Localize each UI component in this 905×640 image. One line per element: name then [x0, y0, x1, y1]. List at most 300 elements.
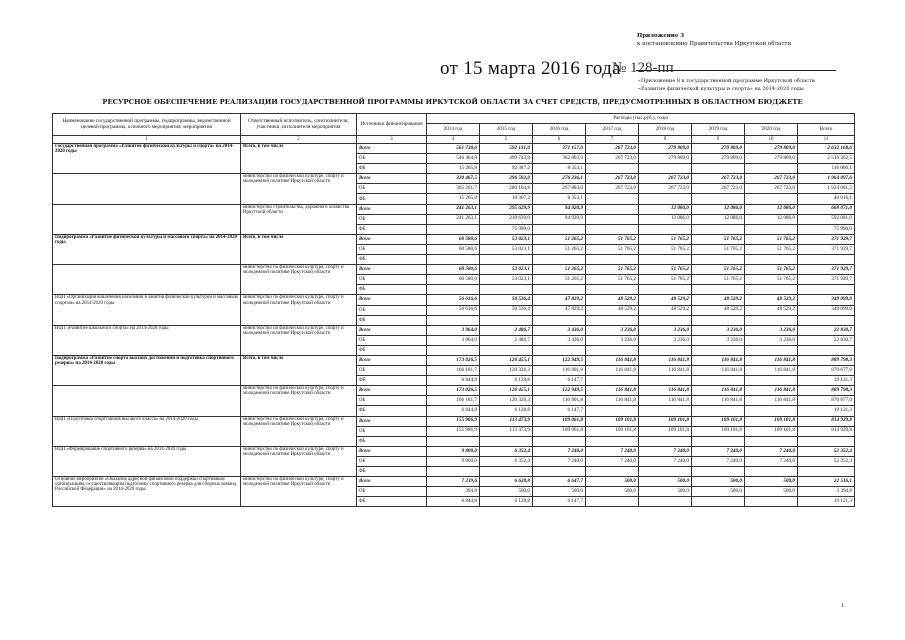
table-row — [53, 386, 855, 396]
year-value-cell: 267 723,0 — [692, 184, 745, 194]
year-value-cell: 51 765,2 — [692, 244, 745, 254]
total-value-cell: 22 830,7 — [798, 325, 855, 335]
year-value-cell: 267 723,0 — [692, 174, 745, 184]
year-value-cell: 116 841,8 — [586, 396, 639, 406]
year-value-cell: 7 240,0 — [639, 446, 692, 456]
year-value-cell: 48 529,2 — [586, 305, 639, 315]
funding-source-cell: ОБ — [357, 275, 427, 285]
year-value-cell: 499 743,8 — [480, 154, 533, 164]
col-header-executor: Ответственный исполнитель, соисполнители, участники, исполнители мероприятия — [241, 114, 357, 136]
year-value-cell: 53 023,1 — [480, 275, 533, 285]
total-value-cell: 814 929,8 — [798, 426, 855, 436]
year-value-cell: 51 765,2 — [745, 275, 798, 285]
funding-source-cell: ОБ — [357, 426, 427, 436]
col-number: 2 — [241, 136, 357, 144]
funding-source-cell: ОБ — [357, 244, 427, 254]
col-header-name: Наименование государственной программы, подпрограммы, ведомственной целевой программы, основного мероприятия, мероприятия — [53, 114, 241, 136]
decree-number: № 128-пп — [612, 60, 674, 76]
year-value-cell: 500,0 — [533, 487, 586, 497]
funding-source-cell: ФБ — [357, 315, 427, 325]
total-value-cell: 592 081,0 — [798, 214, 855, 224]
total-value-cell: 3 394,8 — [798, 487, 855, 497]
year-value-cell: 116 841,8 — [745, 366, 798, 376]
year-value-cell — [639, 376, 692, 386]
funding-source-cell: ОБ — [357, 396, 427, 406]
funding-source-cell: ФБ — [357, 376, 427, 386]
year-value-cell: 60 580,6 — [427, 244, 480, 254]
year-value-cell: 51 265,2 — [533, 244, 586, 254]
year-value-cell: 120 326,3 — [480, 396, 533, 406]
year-value-cell: 48 529,2 — [745, 295, 798, 305]
col-header-year: 2018 год — [639, 124, 692, 136]
year-value-cell: 48 529,2 — [692, 295, 745, 305]
year-value-cell: 109 061,8 — [533, 416, 586, 426]
table-row — [53, 355, 855, 365]
funding-source-cell: ФБ — [357, 406, 427, 416]
year-value-cell: 267 723,0 — [639, 174, 692, 184]
funding-source-cell: ФБ — [357, 436, 427, 446]
year-value-cell: 3 236,0 — [639, 325, 692, 335]
table-row — [53, 234, 855, 244]
funding-source-cell: Всего — [357, 234, 427, 244]
year-value-cell — [427, 467, 480, 477]
year-value-cell: 6 844,8 — [427, 376, 480, 386]
year-value-cell: 116 841,8 — [692, 366, 745, 376]
year-value-cell: 2 486,7 — [480, 335, 533, 345]
executor-cell: министерство по физической культуре, спорту и молодежной политике Иркутской области — [241, 416, 357, 446]
year-value-cell: 7 240,0 — [586, 446, 639, 456]
year-value-cell — [745, 315, 798, 325]
year-value-cell: 500,0 — [586, 477, 639, 487]
year-value-cell: 561 730,6 — [427, 144, 480, 154]
year-value-cell — [586, 214, 639, 224]
year-value-cell: 3 236,0 — [586, 325, 639, 335]
year-value-cell: 8 353,1 — [533, 164, 586, 174]
year-value-cell — [480, 467, 533, 477]
year-value-cell — [533, 315, 586, 325]
year-value-cell: 116 841,8 — [639, 386, 692, 396]
year-value-cell: 109 101,8 — [586, 426, 639, 436]
year-value-cell: 3 436,0 — [533, 325, 586, 335]
year-value-cell — [692, 497, 745, 507]
year-value-cell — [745, 497, 798, 507]
total-value-cell: 2 632 168,6 — [798, 144, 855, 154]
funding-source-cell: ОБ — [357, 366, 427, 376]
year-value-cell — [480, 315, 533, 325]
year-value-cell: 279 809,0 — [639, 154, 692, 164]
year-value-cell: 60 580,6 — [427, 265, 480, 275]
program-name-cell — [53, 265, 241, 295]
year-value-cell — [745, 224, 798, 234]
year-value-cell: 267 723,0 — [586, 184, 639, 194]
year-value-cell — [639, 285, 692, 295]
year-value-cell: 116 841,8 — [586, 355, 639, 365]
year-value-cell — [586, 467, 639, 477]
program-name-cell: Подпрограмма «Развитие физической культуры и массового спорта» на 2014-2020 годы — [53, 234, 241, 264]
year-value-cell: 53 023,1 — [480, 244, 533, 254]
col-header-year: 2017 год — [586, 124, 639, 136]
executor-cell: министерство по физической культуре, спорту и молодежной политике Иркутской области — [241, 295, 357, 325]
year-value-cell — [745, 376, 798, 386]
page-mark: 1 — [841, 603, 845, 609]
year-value-cell: 48 529,2 — [692, 305, 745, 315]
total-value-cell: 22 516,1 — [798, 477, 855, 487]
year-value-cell: 6 128,8 — [480, 376, 533, 386]
funding-source-cell: Всего — [357, 265, 427, 275]
year-value-cell: 3 236,0 — [639, 335, 692, 345]
year-value-cell: 2 486,7 — [480, 325, 533, 335]
year-value-cell: 12 086,0 — [745, 214, 798, 224]
year-value-cell — [745, 467, 798, 477]
year-value-cell: 7 240,0 — [745, 456, 798, 466]
year-value-cell: 3 236,0 — [692, 335, 745, 345]
year-value-cell — [745, 164, 798, 174]
funding-source-cell: ФБ — [357, 164, 427, 174]
executor-cell: министерство по физической культуре, спорту и молодежной политике Иркутской области — [241, 174, 357, 204]
year-value-cell — [533, 255, 586, 265]
year-value-cell: 48 529,2 — [745, 305, 798, 315]
year-value-cell: 241 263,1 — [427, 204, 480, 214]
year-value-cell — [639, 467, 692, 477]
year-value-cell — [692, 194, 745, 204]
total-value-cell — [798, 345, 855, 355]
year-value-cell: 12 086,0 — [639, 214, 692, 224]
year-value-cell: 51 765,2 — [745, 234, 798, 244]
total-value-cell: 371 929,7 — [798, 275, 855, 285]
year-value-cell — [639, 315, 692, 325]
total-value-cell: 19 121,3 — [798, 376, 855, 386]
executor-cell: министерство по физической культуре, спорту и молодежной политике Иркутской области — [241, 325, 357, 355]
year-value-cell: 116 841,8 — [586, 386, 639, 396]
col-number: 9 — [692, 136, 745, 144]
year-value-cell — [427, 224, 480, 234]
funding-source-cell: Всего — [357, 204, 427, 214]
year-value-cell: 155 986,9 — [427, 416, 480, 426]
year-value-cell: 3 964,0 — [427, 325, 480, 335]
col-number: 8 — [639, 136, 692, 144]
year-value-cell: 500,0 — [692, 477, 745, 487]
executor-cell: министерство по физической культуре, спорту и молодежной политике Иркутской области — [241, 265, 357, 295]
col-header-year: 2014 год — [427, 124, 480, 136]
year-value-cell: 12 086,0 — [692, 204, 745, 214]
year-value-cell: 116 801,8 — [533, 366, 586, 376]
year-value-cell: 3 236,0 — [745, 335, 798, 345]
year-value-cell: 500,0 — [586, 487, 639, 497]
year-value-cell — [745, 436, 798, 446]
total-value-cell: 1 924 081,5 — [798, 184, 855, 194]
total-value-cell: 19 121,3 — [798, 406, 855, 416]
year-value-cell: 6 844,8 — [427, 497, 480, 507]
year-value-cell: 6 128,8 — [480, 406, 533, 416]
year-value-cell: 51 765,2 — [692, 265, 745, 275]
year-value-cell — [745, 285, 798, 295]
total-value-cell: 870 677,0 — [798, 396, 855, 406]
year-value-cell: 109 101,8 — [745, 416, 798, 426]
col-number: 1 — [53, 136, 241, 144]
program-name-cell: ВЦП «Формирование спортивного резерва» на 2014-2020 годы — [53, 446, 241, 476]
funding-source-cell: Всего — [357, 416, 427, 426]
year-value-cell: 173 026,5 — [427, 355, 480, 365]
year-value-cell: 3 236,0 — [745, 325, 798, 335]
executor-cell: министерство по физической культуре, спорту и молодежной политике Иркутской области — [241, 446, 357, 476]
total-value-cell: 116 006,1 — [798, 164, 855, 174]
year-value-cell: 267 723,0 — [639, 184, 692, 194]
funding-source-cell: Всего — [357, 174, 427, 184]
program-name-cell — [53, 204, 241, 234]
year-value-cell — [745, 345, 798, 355]
total-value-cell: 889 798,3 — [798, 386, 855, 396]
year-value-cell: 92 387,2 — [480, 164, 533, 174]
year-value-cell: 3 436,0 — [533, 335, 586, 345]
year-value-cell: 500,0 — [692, 487, 745, 497]
funding-source-cell: ОБ — [357, 154, 427, 164]
col-header-year: Всего — [798, 124, 855, 136]
year-value-cell: 116 841,8 — [692, 386, 745, 396]
year-value-cell: 280 104,8 — [480, 184, 533, 194]
resource-table — [52, 113, 855, 507]
total-value-cell: 2 516 362,5 — [798, 154, 855, 164]
year-value-cell: 48 529,2 — [586, 295, 639, 305]
year-value-cell: 116 841,8 — [586, 366, 639, 376]
year-value-cell — [639, 497, 692, 507]
funding-source-cell: ФБ — [357, 285, 427, 295]
total-value-cell — [798, 436, 855, 446]
table-row — [53, 174, 855, 184]
year-value-cell: 51 265,2 — [533, 265, 586, 275]
year-value-cell: 109 101,8 — [586, 416, 639, 426]
year-value-cell — [692, 164, 745, 174]
funding-source-cell: ОБ — [357, 456, 427, 466]
year-value-cell: 6 352,4 — [480, 446, 533, 456]
col-header-year: 2016 год — [533, 124, 586, 136]
year-value-cell: 51 765,2 — [639, 275, 692, 285]
year-value-cell — [692, 255, 745, 265]
year-value-cell: 51 765,2 — [639, 244, 692, 254]
program-name-cell: ВЦП «Подготовка спортсменов высокого класса» на 2014-2020 годы — [53, 416, 241, 446]
year-value-cell: 279 809,0 — [692, 144, 745, 154]
year-value-cell: 546 464,8 — [427, 154, 480, 164]
year-value-cell: 16 307,2 — [480, 194, 533, 204]
year-value-cell — [427, 285, 480, 295]
year-value-cell — [692, 436, 745, 446]
year-value-cell: 15 265,8 — [427, 194, 480, 204]
funding-source-cell: ФБ — [357, 497, 427, 507]
year-value-cell: 6 628,8 — [480, 477, 533, 487]
total-value-cell: 371 929,7 — [798, 265, 855, 275]
year-value-cell — [639, 164, 692, 174]
funding-source-cell: ОБ — [357, 184, 427, 194]
year-value-cell: 116 841,8 — [639, 396, 692, 406]
year-value-cell: 6 147,7 — [533, 406, 586, 416]
year-value-cell — [533, 436, 586, 446]
funding-source-cell: ФБ — [357, 224, 427, 234]
year-value-cell: 56 616,6 — [427, 295, 480, 305]
executor-cell: министерство по физической культуре, спорту и молодежной политике Иркутской области — [241, 477, 357, 507]
total-value-cell: 371 929,7 — [798, 234, 855, 244]
year-value-cell: 109 061,8 — [533, 426, 586, 436]
table-row — [53, 416, 855, 426]
year-value-cell — [639, 224, 692, 234]
year-value-cell: 51 765,2 — [692, 275, 745, 285]
year-value-cell: 267 723,0 — [586, 174, 639, 184]
year-value-cell: 51 765,2 — [692, 234, 745, 244]
year-value-cell — [692, 345, 745, 355]
year-value-cell: 53 023,1 — [480, 265, 533, 275]
total-value-cell: 870 677,0 — [798, 366, 855, 376]
year-value-cell: 7 240,0 — [533, 446, 586, 456]
year-value-cell: 48 529,2 — [639, 295, 692, 305]
year-value-cell: 116 841,8 — [639, 355, 692, 365]
year-value-cell: 47 829,2 — [533, 295, 586, 305]
total-value-cell: 349 099,0 — [798, 295, 855, 305]
year-value-cell: 241 263,1 — [427, 214, 480, 224]
total-value-cell: 40 016,1 — [798, 194, 855, 204]
total-value-cell: 52 352,4 — [798, 456, 855, 466]
year-value-cell: 173 026,5 — [427, 386, 480, 396]
year-value-cell — [586, 204, 639, 214]
table-row — [53, 477, 855, 487]
year-value-cell: 109 101,8 — [692, 426, 745, 436]
year-value-cell: 122 949,5 — [533, 386, 586, 396]
year-value-cell — [639, 194, 692, 204]
year-value-cell: 56 616,6 — [427, 305, 480, 315]
year-value-cell — [586, 164, 639, 174]
appendix-line1: Приложение 3 — [637, 33, 685, 39]
year-value-cell: 109 101,8 — [692, 416, 745, 426]
year-value-cell: 6 128,8 — [480, 497, 533, 507]
year-value-cell: 122 949,5 — [533, 355, 586, 365]
year-value-cell — [427, 345, 480, 355]
year-value-cell — [639, 345, 692, 355]
year-value-cell: 7 240,0 — [692, 446, 745, 456]
year-value-cell — [480, 345, 533, 355]
year-value-cell: 6 647,7 — [533, 477, 586, 487]
col-number: 6 — [533, 136, 586, 144]
year-value-cell: 116 841,8 — [745, 355, 798, 365]
year-value-cell: 279 809,0 — [745, 144, 798, 154]
year-value-cell: 94 920,9 — [533, 204, 586, 214]
program-name-cell — [53, 386, 241, 416]
year-value-cell — [745, 194, 798, 204]
year-value-cell: 267 723,0 — [586, 144, 639, 154]
table-row — [53, 144, 855, 154]
funding-source-cell: ОБ — [357, 487, 427, 497]
decree-date: от 15 марта 2016 года — [440, 58, 621, 79]
program-name-cell: ВЦП «Организация вовлечения населения в занятия физической культурой и массовым спортом» на 2014-2020 годы — [53, 295, 241, 325]
year-value-cell: 166 181,7 — [427, 396, 480, 406]
total-value-cell: 889 798,3 — [798, 355, 855, 365]
year-value-cell: 7 240,0 — [586, 456, 639, 466]
year-value-cell: 295 629,9 — [480, 204, 533, 214]
year-value-cell — [533, 224, 586, 234]
total-value-cell: 22 830,7 — [798, 335, 855, 345]
year-value-cell: 12 086,0 — [639, 204, 692, 214]
total-value-cell: 19 121,3 — [798, 497, 855, 507]
year-value-cell: 116 841,8 — [692, 355, 745, 365]
year-value-cell: 50 536,4 — [480, 305, 533, 315]
year-value-cell — [480, 436, 533, 446]
year-value-cell: 60 580,6 — [427, 275, 480, 285]
year-value-cell: 47 829,2 — [533, 305, 586, 315]
year-value-cell — [692, 467, 745, 477]
program-name-cell: Подпрограмма «Развитие спорта высших достижений и подготовка спортивного резерва» на 2014-2020 годы — [53, 355, 241, 385]
funding-source-cell: ФБ — [357, 345, 427, 355]
table-row — [53, 204, 855, 214]
year-value-cell: 6 147,7 — [533, 376, 586, 386]
year-value-cell: 592 131,0 — [480, 144, 533, 154]
year-value-cell — [586, 194, 639, 204]
year-value-cell: 75 990,0 — [480, 224, 533, 234]
year-value-cell — [427, 315, 480, 325]
col-number: 5 — [480, 136, 533, 144]
year-value-cell: 3 236,0 — [586, 335, 639, 345]
total-value-cell: 52 352,4 — [798, 446, 855, 456]
total-value-cell: 1 964 097,6 — [798, 174, 855, 184]
year-value-cell — [586, 255, 639, 265]
appendix-divider — [636, 70, 836, 71]
year-value-cell: 267 723,0 — [586, 154, 639, 164]
col-number: 10 — [745, 136, 798, 144]
year-value-cell: 116 841,8 — [745, 396, 798, 406]
year-value-cell — [639, 436, 692, 446]
program-name-cell: ВЦП «Развитие школьного спорта» на 2014-2020 годы — [53, 325, 241, 355]
year-value-cell: 279 809,0 — [639, 144, 692, 154]
col-header-year: 2020 год — [745, 124, 798, 136]
funding-source-cell: ОБ — [357, 335, 427, 345]
year-value-cell: 296 592,0 — [480, 174, 533, 184]
executor-cell: Всего, в том числе — [241, 355, 357, 385]
year-value-cell: 9 800,0 — [427, 456, 480, 466]
year-value-cell — [586, 436, 639, 446]
year-value-cell — [427, 255, 480, 265]
table-row — [53, 325, 855, 335]
executor-cell: Всего, в том числе — [241, 144, 357, 174]
year-value-cell: 279 809,0 — [692, 154, 745, 164]
year-value-cell: 3 964,0 — [427, 335, 480, 345]
total-value-cell: 75 990,0 — [798, 224, 855, 234]
year-value-cell — [745, 255, 798, 265]
year-value-cell — [427, 436, 480, 446]
executor-cell: Всего, в том числе — [241, 234, 357, 264]
year-value-cell: 51 265,2 — [533, 234, 586, 244]
year-value-cell: 116 841,8 — [745, 386, 798, 396]
year-value-cell — [586, 497, 639, 507]
year-value-cell: 6 844,8 — [427, 406, 480, 416]
col-header-source: Источники финансирования — [357, 114, 427, 136]
year-value-cell: 305 201,7 — [427, 184, 480, 194]
year-value-cell: 267 883,0 — [533, 184, 586, 194]
year-value-cell — [745, 406, 798, 416]
funding-source-cell: Всего — [357, 144, 427, 154]
year-value-cell: 362 803,9 — [533, 154, 586, 164]
year-value-cell: 219 639,0 — [480, 214, 533, 224]
year-value-cell — [639, 406, 692, 416]
year-value-cell: 12 086,0 — [692, 214, 745, 224]
funding-source-cell: Всего — [357, 446, 427, 456]
year-value-cell: 500,0 — [639, 487, 692, 497]
year-value-cell — [586, 376, 639, 386]
year-value-cell: 51 765,2 — [586, 234, 639, 244]
year-value-cell: 9 800,0 — [427, 446, 480, 456]
col-number: 4 — [427, 136, 480, 144]
funding-source-cell: Всего — [357, 295, 427, 305]
year-value-cell: 320 467,5 — [427, 174, 480, 184]
year-value-cell — [692, 376, 745, 386]
year-value-cell: 60 580,6 — [427, 234, 480, 244]
year-value-cell — [480, 285, 533, 295]
year-value-cell: 371 157,0 — [533, 144, 586, 154]
total-value-cell — [798, 285, 855, 295]
